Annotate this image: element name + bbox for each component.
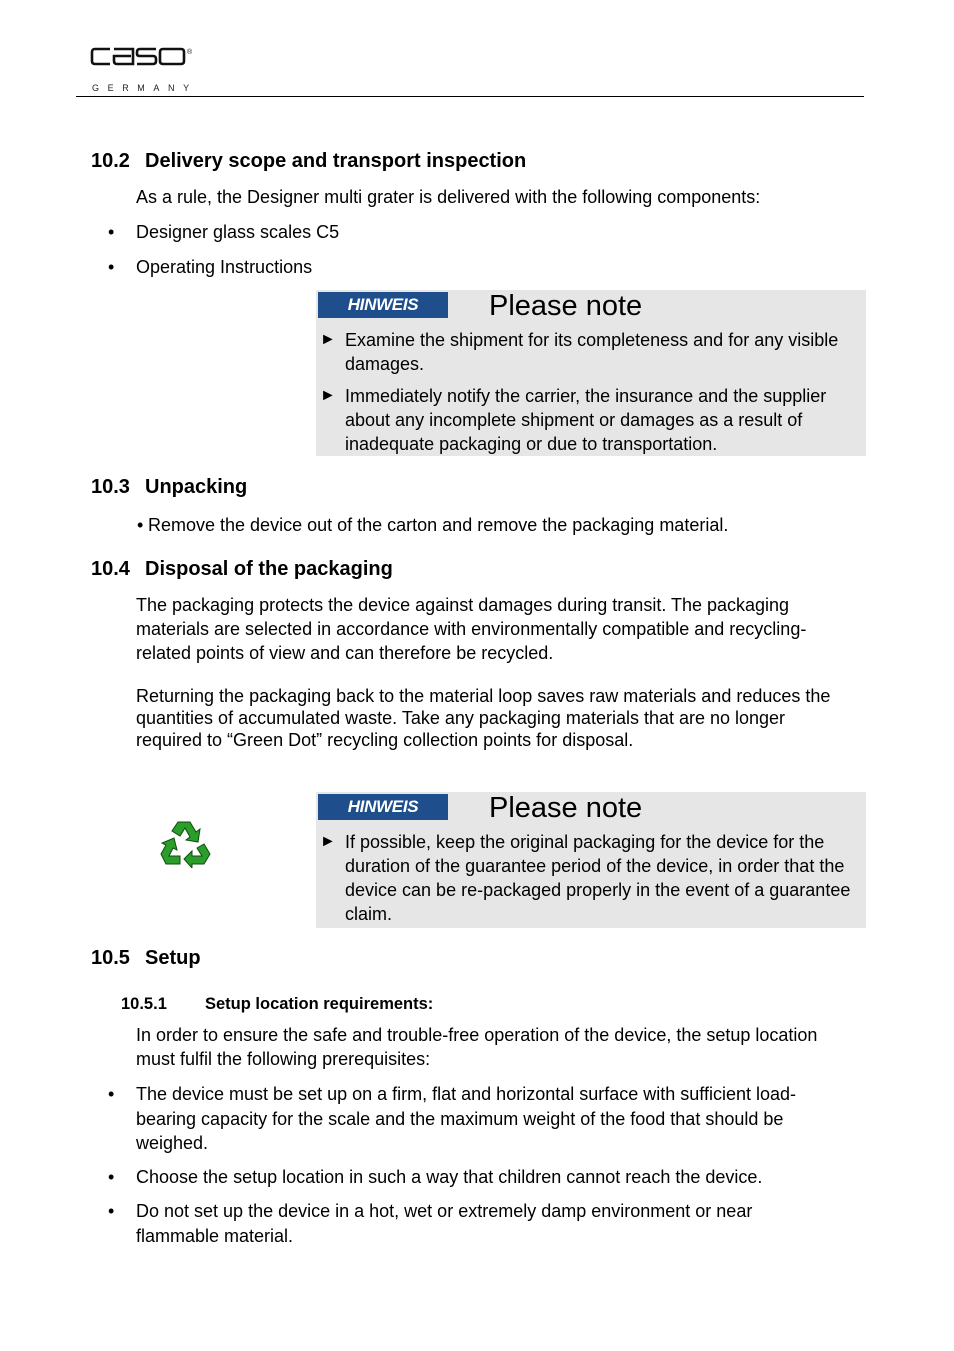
note-box bbox=[316, 290, 866, 456]
arrow-right-icon: ► bbox=[320, 387, 336, 404]
section-heading-10-2: 10.2 Delivery scope and transport inspection bbox=[91, 150, 527, 172]
note-box bbox=[316, 792, 866, 928]
logo-wordmark bbox=[90, 46, 196, 68]
list-item: • Operating Instructions bbox=[136, 255, 312, 280]
svg-text:®: ® bbox=[187, 49, 193, 56]
hinweis-badge: HINWEIS bbox=[318, 794, 448, 820]
list-item: • Designer glass scales C5 bbox=[136, 220, 339, 245]
paragraph: Returning the packaging back to the material loop saves raw materials and reduces the quantities of accumulated waste. Take any packaging materials that are no longer required to “Green Dot” recycling collection points for disposal. bbox=[136, 686, 831, 750]
header-rule bbox=[76, 96, 864, 97]
bullet-icon: • bbox=[108, 1084, 115, 1104]
recycle-icon bbox=[160, 818, 212, 868]
bullet-icon: • bbox=[108, 222, 115, 242]
paragraph: In order to ensure the safe and trouble-free operation of the device, the setup location must fulfil the following prerequisites: bbox=[136, 1025, 818, 1069]
list-item: • Choose the setup location in such a way that children cannot reach the device. bbox=[136, 1165, 856, 1190]
arrow-right-icon: ► bbox=[320, 331, 336, 348]
section-heading-10-5: 10.5 Setup bbox=[91, 947, 201, 969]
note-title: Please note bbox=[489, 290, 643, 322]
note-title: Please note bbox=[489, 792, 643, 824]
section-heading-10-3: 10.3 Unpacking bbox=[91, 476, 248, 498]
note-item: ► Immediately notify the carrier, the insurance and the supplier about any incomplete shipment or damages as a result of inadequate packaging or due to transportation. bbox=[320, 386, 827, 454]
logo-subtitle: GERMANY bbox=[92, 83, 198, 93]
list-item: • Remove the device out of the carton and remove the packaging material. bbox=[148, 513, 728, 538]
bullet-icon: • bbox=[108, 1201, 115, 1221]
note-item: ► If possible, keep the original packaging for the device for the duration of the guarantee period of the device, in order that the device can be re-packaged properly in the event of a guarantee claim. bbox=[320, 832, 851, 924]
bullet-icon: • bbox=[137, 515, 144, 535]
list-item: • The device must be set up on a firm, flat and horizontal surface with sufficient load-bearing capacity for the scale and the maximum weight of the food that should be weighed. bbox=[108, 1084, 797, 1153]
note-item: ► Examine the shipment for its completeness and for any visible damages. bbox=[320, 330, 839, 374]
paragraph: The packaging protects the device against damages during transit. The packaging materials are selected in accordance with environmentally compatible and recycling-related points of view and can therefore be recycled. bbox=[136, 595, 807, 663]
section-heading-10-4: 10.4 Disposal of the packaging bbox=[91, 558, 393, 580]
hinweis-badge: HINWEIS bbox=[318, 292, 448, 318]
subsection-heading-10-5-1: 10.5.1 Setup location requirements: bbox=[121, 995, 434, 1013]
bullet-icon: • bbox=[108, 1167, 115, 1187]
list-item: • Do not set up the device in a hot, wet or extremely damp environment or near flammable material. bbox=[108, 1201, 753, 1246]
arrow-right-icon: ► bbox=[320, 833, 336, 850]
paragraph: As a rule, the Designer multi grater is delivered with the following components: bbox=[136, 187, 761, 207]
brand-logo bbox=[76, 32, 208, 106]
bullet-icon: • bbox=[108, 257, 115, 277]
